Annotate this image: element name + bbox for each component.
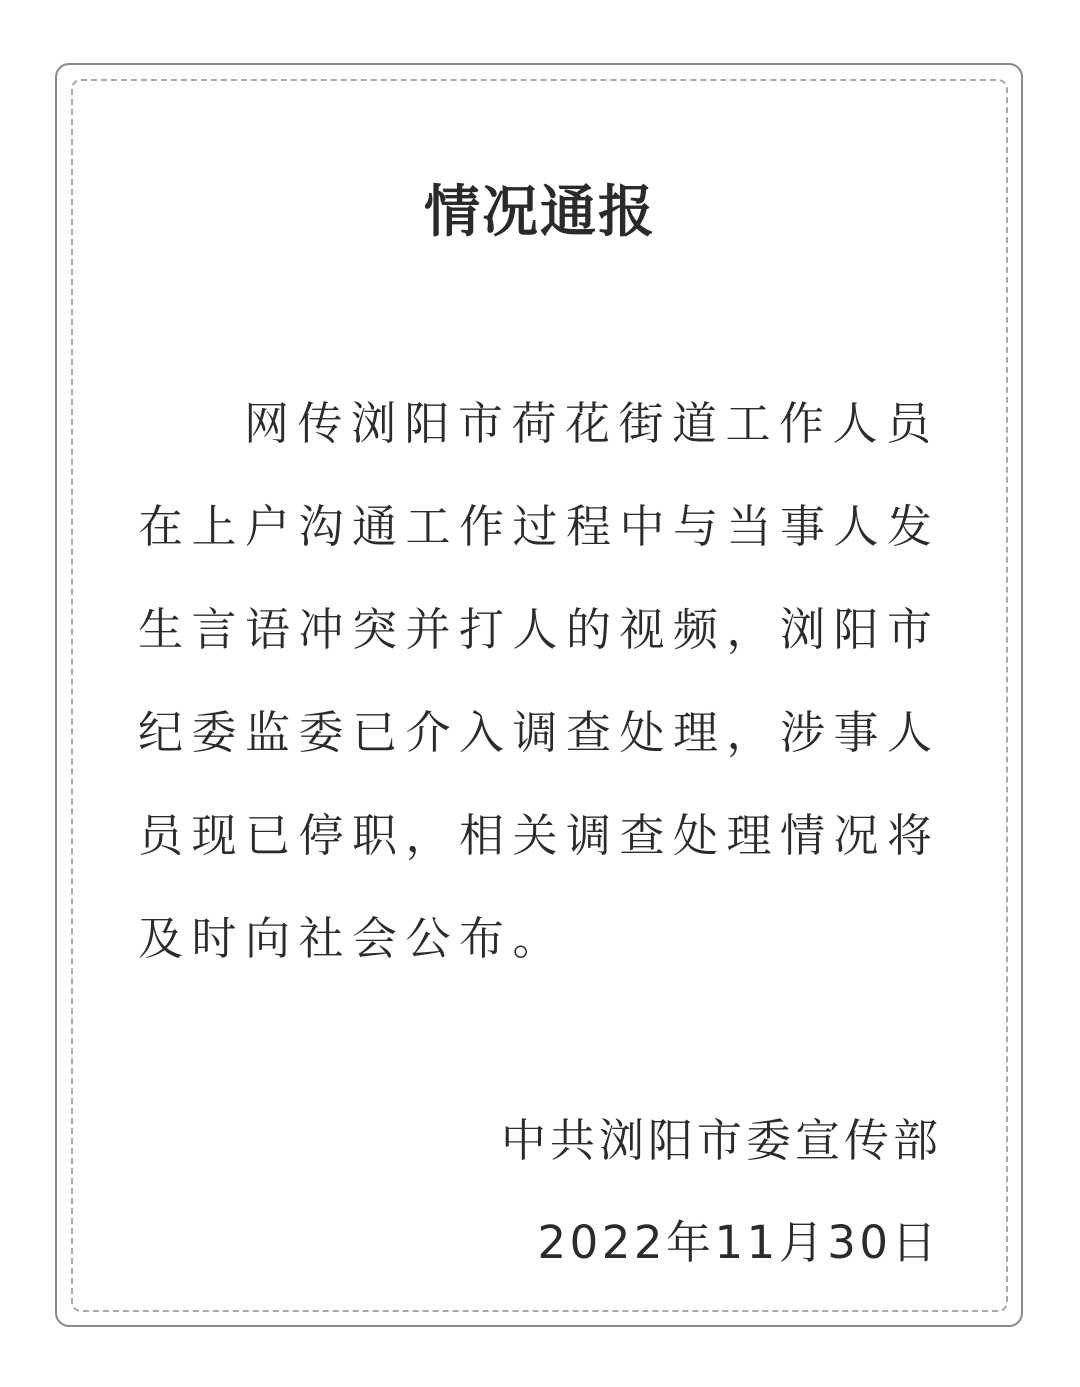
issuer-signature: 中共浏阳市委宣传部	[500, 1114, 942, 1167]
body-line: 网传浏阳市荷花街道工作人员	[244, 397, 940, 450]
notice-body	[138, 387, 942, 1005]
body-line: 员现已停职，相关调查处理情况将	[138, 809, 941, 862]
body-line: 在上户沟通工作过程中与当事人发	[138, 500, 941, 553]
notice-title: 情况通报	[424, 180, 656, 245]
body-line: 生言语冲突并打人的视频，浏阳市	[138, 603, 941, 656]
body-line: 及时向社会公布。	[138, 912, 567, 965]
issue-date: 2022年11月30日	[537, 1216, 940, 1269]
body-line: 纪委监委已介入调查处理，涉事人	[138, 706, 941, 759]
